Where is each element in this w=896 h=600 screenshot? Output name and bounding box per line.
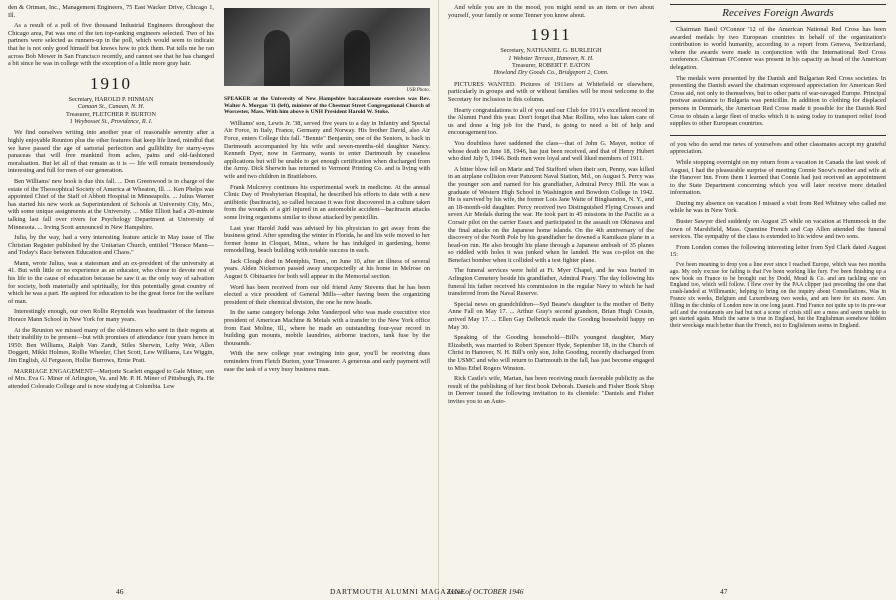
paragraph: Speaking of the Gooding household—Bill's youngest daughter, Mary Elizabeth, was married to Robert Spencer Hyde, September 18, in the Church of Christ in Hanover, N. H. Bill's only son, John Gooding, recently discharged from the USMC and who will return to Dartmouth in the fall, has just become engaged to Miss Ethel Rogers Winston. <box>448 334 654 372</box>
class-officers <box>8 96 214 126</box>
page-number-left: 46 <box>116 587 124 596</box>
paragraph: PICTURES WANTED. Pictures of 1911ers at Whitefield or elsewhere, particularly in groups and with or without families will be most welcome to the Secretary for inclusion in this column. <box>448 80 654 103</box>
paragraph: MARRIAGE ENGAGEMENT—Marjorie Scarlett engaged to Gale Miner, son of Mrs. Eva G. Miner of Arlington, Va. and Mr. P. H. Miner of Pittsburgh, Pa. He attended Colorado College and is now studying at Columbia. Lew <box>8 367 214 390</box>
paragraph: Ben Williams' new book is due this fall. ... Don Greenwood is in charge of the estate of the Theosophical Society of America at Wheaton, Ill. ... Ken Phelps was appointed Chief of the Staff of Abbott Hospital in Minneapolis. ... Julius Warner has started his new work as Superintendent of Schools at University City, Mo., with some unique assignments at the University. ... Mike Elliott had a 20-minute talking last fall over rivers for Psychology Department at University of Minnesota. ... Irving Scott announced in New Hampshire. <box>8 177 214 231</box>
magazine-title: DARTMOUTH ALUMNI MAGAZINE <box>330 587 466 596</box>
officer-title: Treasurer, <box>511 62 537 69</box>
paragraph: As a result of a poll of five thousand Industrial Engineers throughout the Chicago area, Pat was one of the ten top-ranking engineers selected. Two of his partners were selected as runners-up in the poll, which would seem to indicate that he is not only good himself but knows how to pick them. Pat tells me he ran across Bob Mower in San Francisco recently, and cannot see that he has changed a bit since he was in college with the exception of a little more gray hair. <box>8 22 214 68</box>
officer-name: ROBERT F. EATON <box>538 62 591 69</box>
foreign-awards-box <box>670 4 886 136</box>
left-page-column-1 <box>8 4 214 580</box>
class-year-heading: 1910 <box>90 73 132 93</box>
photo-caption: SPEAKER at the University of New Hampshire baccalaureate exercises was Rev. Walter A. Morgan '11 (left), minister of the Chestnut Street Congregational Church of Worcester, Mass. With him above is UNH President Harold W. Stoke. <box>224 96 430 116</box>
paragraph: Julia, by the way, had a very interesting feature article in May issue of The Christian Register published by the Unitarian Church, entitled "Horace Mann—and Today's Race between Education and Chaos." <box>8 234 214 257</box>
right-page-column-1 <box>448 4 654 580</box>
officer-address: Howland Dry Goods Co., Bridgeport 2, Conn. <box>493 69 609 77</box>
paragraph: of you who do send me news of yourselves and other classmates accept my grateful appreciation. <box>670 140 886 156</box>
person-figure <box>264 30 290 86</box>
officer-name: HAROLD P. HINMAN <box>94 95 154 103</box>
left-page-column-2 <box>224 4 430 580</box>
page-number-right: 47 <box>720 587 728 596</box>
paragraph: While stopping overnight on my return from a vacation in Canada the last week of August, I had the pleasurable surprise of meeting Connie Snow's mother and wife at the Hanover Inn. From them I learned that Connie had just received an appointment to the State Department concerning which you will later receive more detailed information. <box>670 158 886 197</box>
paragraph: Word has been received from our old friend Amy Stevens that he has been elected a vice president of General Mills—after having been the organizing president of their chemical division, the one he now heads. <box>224 283 430 306</box>
paragraph: Hearty congratulations to all of you and our Club for 1911's excellent record in the Alumni Fund this year. Don't forget that Mac Rollins, who has taken care of us and done a big job for the Fund, is going to need a bit of help and encouragement too. <box>448 106 654 137</box>
class-year-heading: 1911 <box>530 25 572 45</box>
paragraph: Buster Sawyer died suddenly on August 25 while on vacation at Hummock in the town of Marshfield, Mass. Quentine French and Cap Allen attended the funeral services. The sympathy of the class is extended to his widow and two sons. <box>670 218 886 241</box>
officer-address: 1 Webster Terrace, Hanover, N. H. <box>508 54 594 62</box>
class-officers <box>448 47 654 77</box>
paragraph: You doubtless have saddened the class—that of John G. Mayer, notice of whose death on June 18, 1946, has just been received, and that of Henry Hubert who died July 5, 1946. Both men were loyal and well liked members of 1911. <box>448 139 654 163</box>
photo-credit: USB Photo. <box>406 88 430 93</box>
paragraph: With the new college year swinging into gear, you'll be receiving dues reminders from Fletch Burton, your Treasurer. A generous and early payment will ease the task of a very busy business man. <box>224 350 430 373</box>
paragraph: In the same category belongs John Vanderpool who was made executive vice president of American Machine & Metals with a transfer to the New York office from East Moline, Ill., where he made an outstanding four-year record in building gun mounts, mobile laundries, airborne tractors, tank fuse by the thousands. <box>224 309 430 347</box>
paragraph: Interestingly enough, our own Rollie Reynolds was headmaster of the famous Horace Mann School in New York for many years. <box>8 308 214 324</box>
officer-address: 1 Weybosset St., Providence, R. I. <box>69 117 153 125</box>
paragraph: Rick Castle's wife, Marian, has been receiving much favorable publicity as the result of the publishing of her first book Deborah. Daniels and Fisher Book Shop in Denver issued the following invitation to its clientele: "Daniels and Fisher invites you to an Auto- <box>448 375 654 405</box>
paragraph: Last year Harold Judd was advised by his physician to get away from the business grind. After spending the winter in Florida, he and his wife moved to her former home in Cloquet, Minn., where he has indulged in gardening, home remodelling, beach building with notable success in each. <box>224 224 430 255</box>
paragraph: Frank Mulcrevy continues his experimental work in medicine. At the annual Clinic Day of Presbyterian Hospital, he described his efforts to date with a new antibiotic (bacitracin), so called because it was first discovered in a culture taken from the wounds of a girl injured in an automobile accident—bacitracin attacks some living organisms similar to those attacked by penicillin. <box>224 183 430 221</box>
officer-title: Secretary, <box>68 95 94 103</box>
officer-name: NATHANIEL G. BURLEIGH <box>526 47 602 55</box>
paragraph: During my absence on vacation I missed a visit from Red Whitney who called me while he was in New York. <box>670 199 886 215</box>
letter-excerpt: I've been meaning to drop you a line ever since I reached Europe, which was two months ago. My only excuse for failing is that I've been working like fury. I've been finishing up a new book on France to be brought out by Dodd, Mead & Co. and am tackling one on England too, which will follow. I flew over by the PAA clipper just preceding the one that crash-landed at Willimantic, helping to bring on the inquiry about Constellations. Was in France six weeks, Belgium and Luxembourg two weeks, and am here for six more. Am filling in the chinks of London now in one long jaunt. Find France not quite up to its pre-war self and the restaurants are bad but not a scene of crisis still are a mess and seem unable to get started again. Much the same is true in England, but the Englishman somehow hidden their wreckage much better than the French, not to Englishmen seems in England. <box>670 262 886 330</box>
paragraph: A bitter blow fell on Marie and Ted Stafford when their son, Penny, was killed in an airplane collision over Patuxent Naval Station, Md., on August 5. Percy was the younger son and named for his grandfather, Admiral Percy Hill. He was a graduate of Western High School in Washington and Bowdoin College in 1942. He is survived by his wife, the former Lois Jane Waite of Binghamton, N. Y., and an 18-month-old daughter. Percy received two Distinguished Flying Crosses and seven Air Medals during the war. He took part in 45 missions in the Pacific as a Corsair pilot on the carrier Essex and participated in the assault on Okinawa and the final attacks on the Japanese home islands. On the 4th anniversary of the discovery of the North Pole by his grandfather he downed a Kamikaze plane in a head-on run. He also brought his plane through a Japanese ambush of 35 planes so riddled with holes it was junked when he landed. He was co-pilot on the Benefact bomber when it collided with a test fighter plane. <box>448 165 654 264</box>
officer-address: Canaan St., Canaan, N. H. <box>77 103 145 111</box>
page-gutter <box>438 0 439 600</box>
issue-date: Issue of OCTOBER 1946 <box>448 587 524 596</box>
paragraph: From London comes the following interesting letter from Syd Clark dated August 15: <box>670 243 886 259</box>
box-title: Receives Foreign Awards <box>670 4 886 22</box>
officer-title: Secretary, <box>500 47 525 55</box>
officer-title: Treasurer, <box>66 110 91 118</box>
right-page-column-2 <box>670 4 886 580</box>
speaker-photo <box>224 8 430 86</box>
paragraph: Chairman Basil O'Connor '12 of the American National Red Cross has been awarded medals by two European countries in behalf of the organization's contribution to world humanity, according to a report from Geneva, Switzerland, where the awards were made in conjunction with the International Red Cross conference. Chairman O'Connor was present in his capacity as head of the American delegation. <box>670 26 886 71</box>
paragraph: At the Reunion we missed many of the old-timers who sent in their regrets at their inability to be present—but with promises of attendance four years hence in 1950: Ben Williams, Ralph Van Zandt, Stiles Sherwin, Lefty Weir, Allen Doggett, Mikki Holmes, Rollie Wheeler, Chet Scott, Lew Williams, Les Wiggin, Jim English, Al Ferguson, Hollie Burrows, Ernie Pratt. <box>8 326 214 364</box>
person-figure <box>344 30 370 86</box>
officer-name: FLETCHER P. BURTON <box>92 110 156 118</box>
paragraph: The medals were presented by the Danish and Bulgarian Red Cross societies. In presenting the Danish award the chairman expressed appreciation for American Red Cross aid, not only to themselves, but to other parts of war-ravaged Europe. Principal postwar assistance to Bulgaria was penicillin. In addition to clothing for displaced persons in Denmark, the American Red Cross made it possible for the Danish Red Cross to obtain a large fleet of trucks which it is using today to transport relief food supplies to other European countries. <box>670 74 886 128</box>
paragraph: The funeral services were held at Ft. Myer Chapel, and he was buried in Arlington Cemetery beside his grandfather, Admiral Peary. The day following his funeral his father received his commission in the regular Navy to which he had transferred from the Naval Reserve. <box>448 267 654 298</box>
paragraph: We find ourselves writing into another year of reasonable serenity after a highly enjoyable Reunion plus the other features that keep life lined, mindful that we have passed the age of sartorial perfection and gullibility for starry-eyes panaceas that will free mankind from aches, pains and old-fashioned moraluation. But let all of that remain as it is — life will remain tremendously interesting and full for men of our generation. <box>8 129 214 175</box>
paragraph: Special news on grandchildren—Syd Beane's daughter is the mother of Betty Anne Fall on May 17. ... Arthur Gray's second grandson, Brian Hugh Cousin, arrived May 17. ... Ellen Gay Delbrück made the Gooding household happy on May 30. <box>448 300 654 331</box>
paragraph: Jack Clough died in Memphis, Tenn., on June 10, after an illness of several years. Alden Nickerson passed away unexpectedly at his home in Melrose on August 9. Obituaries for both will appear in the Memorial section. <box>224 257 430 281</box>
paragraph: And while you are in the mood, you might send us an item or two about yourself, your family or some Tenner you know about. <box>448 4 654 19</box>
paragraph: Mann, wrote Julius, was a statesman and an ex-president of the university at 41. But with little or no experience as an educator, who chose to devote rest of his life to the cause of education because he saw it as the only way of salvation for society, both materially and spiritually, for this potentially great country of which he was a part. He aspired for education to be the great force for the welfare of man. <box>8 259 214 305</box>
paragraph: den & Ortman, Inc., Management Engineers, 75 East Wacker Drive, Chicago 1, Ill. <box>8 4 214 19</box>
paragraph: Williams' son, Lewis Jr. '38, served five years to a day in Infantry and Special Air Force, in Italy, France, Germany and Norway. His brother David, also Air Force, enters College this fall. "Bennie" Benjamin, one of the Seniors, is back in Dartmouth accompanied by his wife and seven-months-old daughter Nancy. Kenneth Dyer, now in Germany, wants to enter Dartmouth by ceaseless applications but will be unable to get enough certification when discharged from the Army. Dick Sherwin has returned to Vermont Printing Co. and is living with wife and two children in Brattleboro. <box>224 119 430 180</box>
